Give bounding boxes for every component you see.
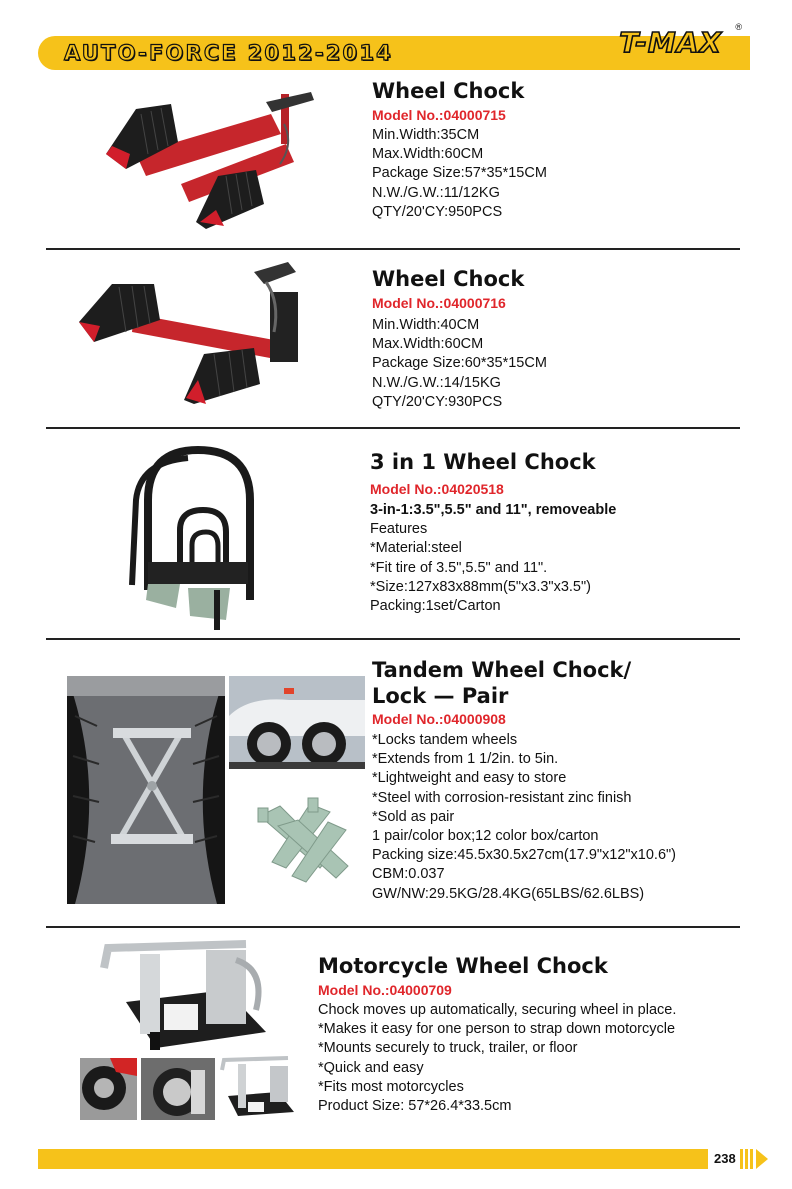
- model-number: Model No.:04000716: [372, 295, 506, 311]
- product-subtitle: 3-in-1:3.5",5.5" and 11", removeable: [370, 502, 617, 518]
- spec-line: Max.Width:60CM: [372, 146, 484, 163]
- spec-line: Package Size:60*35*15CM: [372, 355, 547, 372]
- product-specs: [372, 731, 676, 904]
- product-title-line2: Lock — Pair: [372, 684, 509, 708]
- spec-line: QTY/20'CY:950PCS: [372, 203, 503, 220]
- motorcycle-chock-small-image: [218, 1056, 300, 1118]
- spec-line: QTY/20'CY:930PCS: [372, 393, 503, 410]
- product-specs: [318, 1001, 676, 1116]
- spec-line: Max.Width:60CM: [372, 336, 484, 353]
- brand-name: T-MAX: [619, 26, 722, 59]
- page-header: [38, 22, 750, 70]
- spec-line: *Lightweight and easy to store: [372, 770, 567, 787]
- model-number: Model No.:04020518: [370, 481, 504, 497]
- spec-line: Chock moves up automatically, securing wheel in place.: [318, 1002, 677, 1018]
- page-footer: [38, 1149, 768, 1169]
- model-number: Model No.:04000908: [372, 711, 506, 727]
- brand-logo: [619, 22, 744, 70]
- registered-mark: ®: [735, 22, 742, 32]
- product-title: Motorcycle Wheel Chock: [318, 954, 608, 978]
- model-number: Model No.:04000715: [372, 107, 506, 123]
- spec-line: CBM:0.037: [372, 866, 445, 883]
- tandem-lock-installed-image: [67, 676, 225, 904]
- spec-line: *Locks tandem wheels: [372, 732, 518, 748]
- product-title: Wheel Chock: [372, 267, 525, 291]
- model-number: Model No.:04000709: [318, 982, 452, 998]
- product-title-line1: Tandem Wheel Chock/: [372, 658, 632, 682]
- wheel-chock-1-image: [96, 84, 326, 234]
- spec-line: *Makes it easy for one person to strap down motorcycle: [318, 1021, 676, 1038]
- spec-line: Package Size:57*35*15CM: [372, 165, 547, 182]
- section-divider: [46, 427, 740, 429]
- spec-line: Product Size: 57*26.4*33.5cm: [318, 1098, 512, 1115]
- spec-line: Features: [370, 521, 428, 538]
- spec-line: *Steel with corrosion-resistant zinc finish: [372, 789, 632, 806]
- spec-line: Packing:1set/Carton: [370, 598, 501, 615]
- catalog-title: AUTO-FORCE 2012-2014: [64, 41, 393, 65]
- spec-line: *Sold as pair: [372, 808, 455, 825]
- product-specs: [372, 316, 547, 412]
- spec-line: *Quick and easy: [318, 1059, 424, 1076]
- section-divider: [46, 638, 740, 640]
- product-specs: [372, 126, 547, 222]
- spec-line: Packing size:45.5x30.5x27cm(17.9"x12"x10.6"): [372, 847, 676, 864]
- motorcycle-photo-1: [80, 1058, 137, 1120]
- spec-line: N.W./G.W.:14/15KG: [372, 374, 501, 391]
- spec-line: N.W./G.W.:11/12KG: [372, 184, 500, 201]
- wheel-chock-2-image: [74, 262, 324, 412]
- trailer-wheels-image: [229, 676, 365, 769]
- motorcycle-chock-image: [96, 940, 282, 1052]
- spec-line: *Fit tire of 3.5",5.5" and 11".: [370, 559, 548, 576]
- motorcycle-photo-2: [141, 1058, 215, 1120]
- footer-bar: [38, 1149, 708, 1169]
- next-arrow-icon: [740, 1149, 768, 1169]
- spec-line: Min.Width:35CM: [372, 127, 480, 143]
- spec-line: *Material:steel: [370, 540, 462, 557]
- product-title: Wheel Chock: [372, 79, 525, 103]
- page-number: 238: [714, 1151, 736, 1166]
- spec-line: *Size:127x83x88mm(5"x3.3"x3.5"): [370, 578, 591, 595]
- section-divider: [46, 248, 740, 250]
- three-in-one-chock-image: [118, 440, 288, 635]
- product-title: 3 in 1 Wheel Chock: [370, 450, 596, 474]
- tandem-lock-product-image: [250, 786, 360, 886]
- section-divider: [46, 926, 740, 928]
- spec-line: GW/NW:29.5KG/28.4KG(65LBS/62.6LBS): [372, 885, 645, 902]
- spec-line: *Fits most motorcycles: [318, 1078, 464, 1095]
- spec-line: *Extends from 1 1/2in. to 5in.: [372, 751, 559, 768]
- spec-line: *Mounts securely to truck, trailer, or floor: [318, 1040, 578, 1057]
- spec-line: Min.Width:40CM: [372, 317, 480, 333]
- spec-line: 1 pair/color box;12 color box/carton: [372, 828, 599, 845]
- product-specs: [370, 501, 616, 616]
